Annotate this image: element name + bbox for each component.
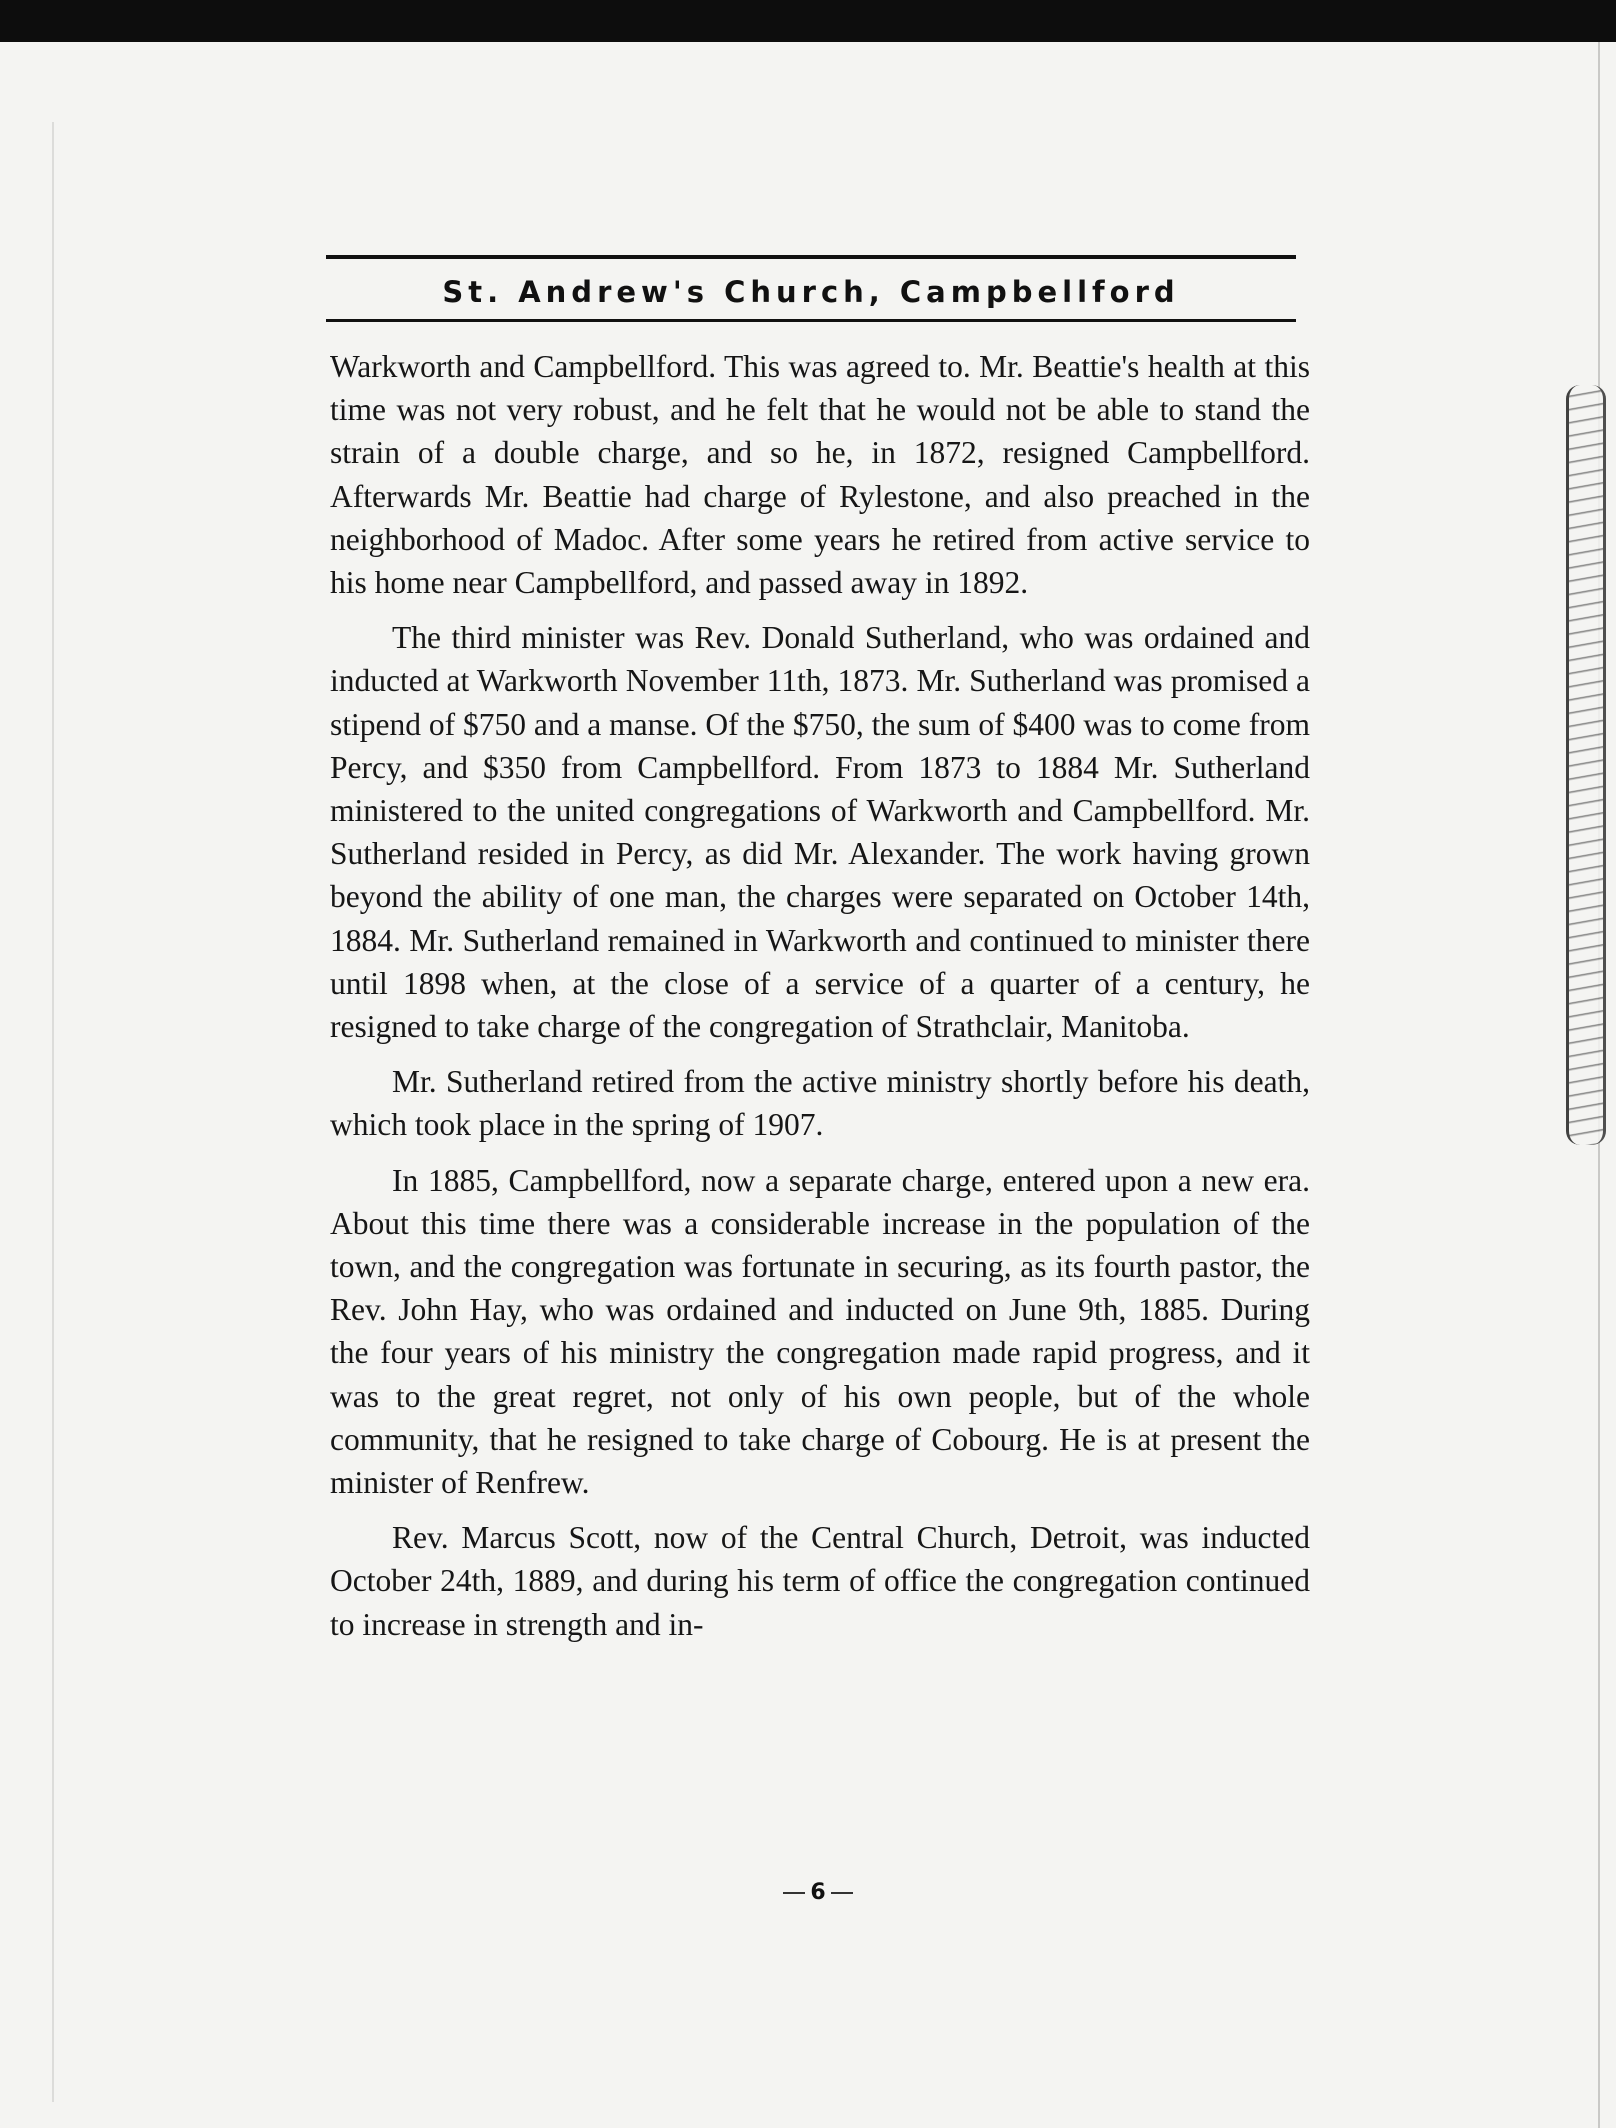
page-edge-line bbox=[52, 122, 54, 2102]
paragraph-5: Rev. Marcus Scott, now of the Central Church, Detroit, was inducted October 24th, 1889, and during his term of office the congregation continued to increase in strength and in- bbox=[330, 1520, 1310, 1642]
paragraph-3: Mr. Sutherland retired from the active ministry shortly before his death, which took place in the spring of 1907. bbox=[330, 1064, 1310, 1143]
header-rule-bottom bbox=[326, 319, 1296, 322]
running-header-title: St. Andrew's Church, Campbellford bbox=[442, 275, 1180, 309]
page-number bbox=[758, 1880, 878, 1905]
paragraph-1: Warkworth and Campbellford. This was agreed to. Mr. Beattie's health at this time was not very robust, and he felt that he would not be able to stand the strain of a double charge, and so he, in 1872, resigned Campbellford. Afterwards Mr. Beattie had charge of Rylestone, and also preached in the neighborhood of Madoc. After some years he retired from active service to his home near Campbellford, and passed away in 1892. bbox=[330, 349, 1310, 601]
running-header bbox=[326, 255, 1296, 322]
paragraph-2: The third minister was Rev. Donald Sutherland, who was ordained and inducted at Warkworth November 11th, 1873. Mr. Sutherland was promised a stipend of $750 and a manse. Of the $750, the sum of $400 was to come from Percy, and $350 from Campbellford. From 1873 to 1884 Mr. Sutherland ministered to the united congregations of Warkworth and Campbellford. Mr. Sutherland resided in Percy, as did Mr. Alexander. The work having grown beyond the ability of one man, the charges were separated on October 14th, 1884. Mr. Sutherland remained in Warkworth and continued to minister there until 1898 when, at the close of a service of a quarter of a century, he resigned to take charge of the congregation of Strathclair, Manitoba. bbox=[330, 620, 1310, 1045]
binding-thread-icon bbox=[1566, 385, 1606, 1145]
page-number-dash-left bbox=[783, 1892, 805, 1894]
page-number-value: 6 bbox=[810, 1880, 826, 1905]
page-number-dash-right bbox=[831, 1892, 853, 1894]
scan-top-border bbox=[0, 0, 1616, 42]
paragraph-4: In 1885, Campbellford, now a separate charge, entered upon a new era. About this time there was a considerable increase in the population of the town, and the congregation was fortunate in securing, as its fourth pastor, the Rev. John Hay, who was ordained and inducted on June 9th, 1885. During the four years of his ministry the congregation made rapid progress, and it was to the great regret, not only of his own people, but of the whole community, that he resigned to take charge of Cobourg. He is at present the minister of Renfrew. bbox=[330, 1162, 1310, 1501]
body-text bbox=[330, 345, 1310, 1658]
